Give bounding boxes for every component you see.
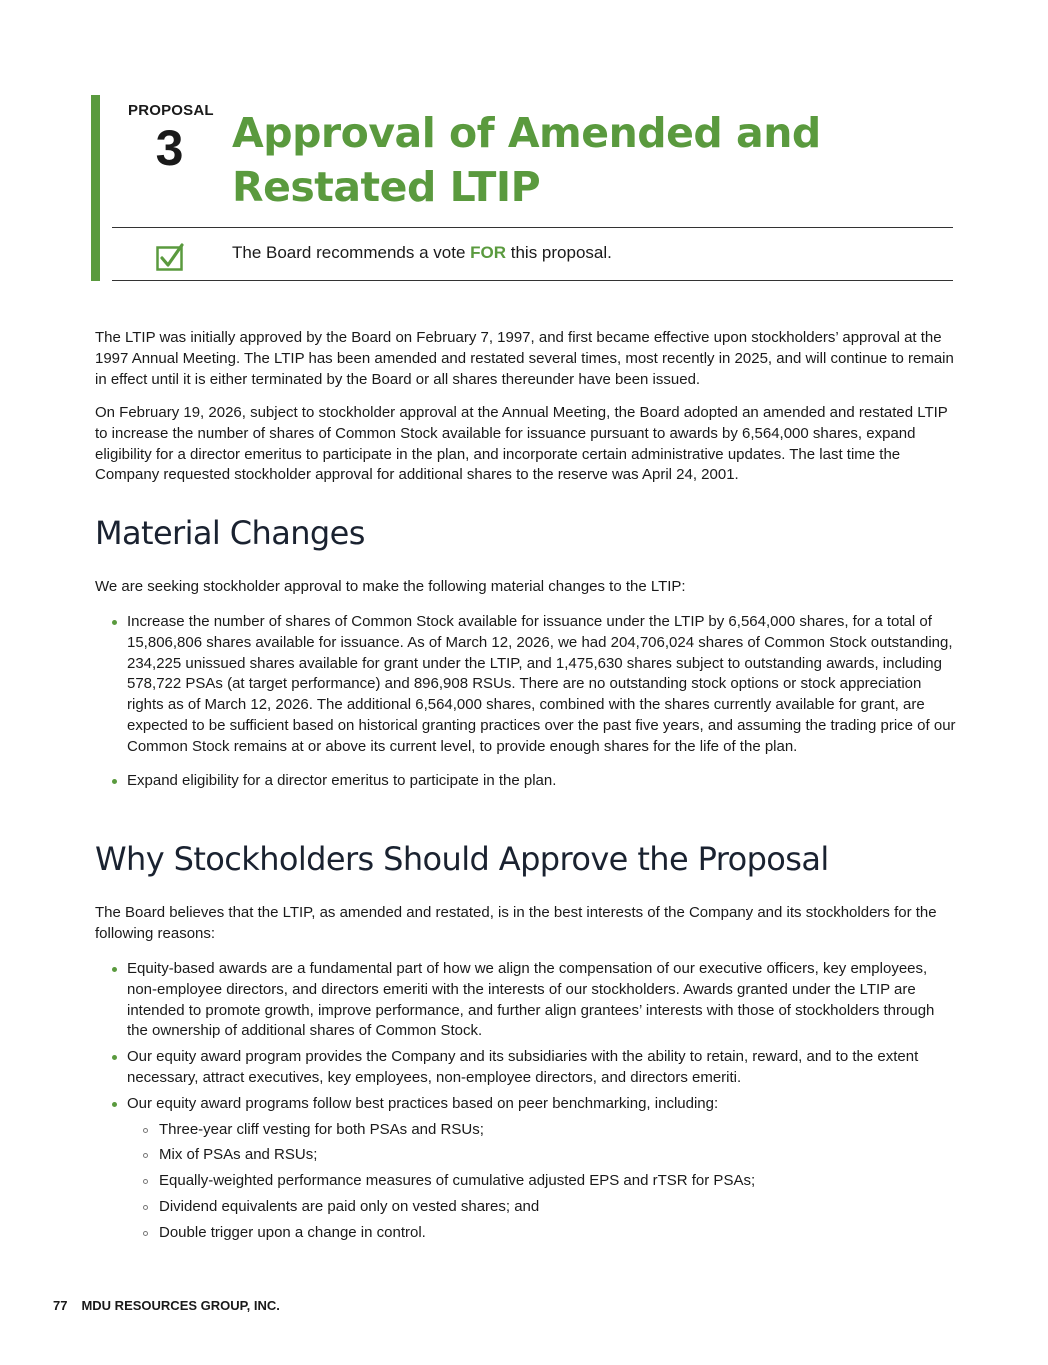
page-title: Approval of Amended and Restated LTIP [232,109,821,211]
why-approve-heading: Why Stockholders Should Approve the Proposal [95,840,829,878]
page-number: 77 [53,1298,68,1313]
list-item: Our equity award program provides the Company and its subsidiaries with the ability to retain, reward, and to the extent necessary, attract executives, key employees, non-employee directors, and directors emeriti. [110,1047,956,1089]
list-item: Equity-based awards are a fundamental part of how we align the compensation of our executive officers, key employees, non-employee directors, and directors emeriti with the interests of our stockholders. Awards granted under the LTIP are intended to promote growth, improve performance, and further align grantees’ interests with those of stockholders through the ownership of additional shares of Common Stock. [110,959,956,1042]
recommend-prefix: The Board recommends a vote [232,243,471,262]
sub-list-item: Double trigger upon a change in control. [127,1223,956,1244]
divider-bottom [112,280,953,281]
material-changes-intro: We are seeking stockholder approval to make the following material changes to the LTIP: [95,578,686,595]
why-approve-intro: The Board believes that the LTIP, as amended and restated, is in the best interests of the Company and its stockholders for the following reasons: [95,904,937,942]
company-name: MDU RESOURCES GROUP, INC. [81,1298,280,1313]
page-footer [53,1298,280,1313]
recommend-for: FOR [470,243,507,262]
intro-paragraph-2: On February 19, 2026, subject to stockholder approval at the Annual Meeting, the Board adopted an amended and restated LTIP to increase the number of shares of Common Stock available for issuance pursuant to awards by 6,564,000 shares, expand eligibility for a director emeritus to participate in the plan, and incorporate certain administrative updates. The last time the Company requested stockholder approval for additional shares to the reserve was April 24, 2001. [95,404,948,484]
proposal-number: 3 [155,120,184,176]
proposal-label: PROPOSAL [128,102,214,119]
recommend-suffix: this proposal. [506,243,612,262]
proposal-accent-bar [91,95,100,281]
sub-list-item: Mix of PSAs and RSUs; [127,1145,956,1166]
sub-list-item: Dividend equivalents are paid only on vested shares; and [127,1197,956,1218]
sub-list-item: Equally-weighted performance measures of cumulative adjusted EPS and rTSR for PSAs; [127,1171,956,1192]
sub-list-item: Three-year cliff vesting for both PSAs and RSUs; [127,1120,956,1141]
divider-top [112,227,953,228]
list-item-text: Our equity award programs follow best practices based on peer benchmarking, including: [127,1094,719,1112]
list-item: Expand eligibility for a director emeritus to participate in the plan. [110,771,956,792]
board-recommendation [232,242,612,264]
list-item: Increase the number of shares of Common Stock available for issuance under the LTIP by 6,564,000 shares, for a total of 15,806,806 shares available for issuance. As of March 12, 2026, we had 204,706,024 shares of Common Stock outstanding, 234,225 unissued shares available for grant under the LTIP, and 1,475,630 shares subject to outstanding awards, including 578,722 PSAs (at target performance) and 896,908 RSUs. There are no outstanding stock options or stock appreciation rights as of March 12, 2026. The additional 6,564,000 shares, combined with the shares currently available for grant, are expected to be sufficient based on historical granting practices over the past five years, and assuming the trading price of our Common Stock remains at or above its current level, to provide enough shares for the life of the plan. [110,612,956,758]
best-practices-sublist [127,1120,956,1244]
material-changes-heading: Material Changes [95,514,365,552]
why-approve-list [110,959,956,1249]
intro-paragraph-1: The LTIP was initially approved by the Board on February 7, 1997, and first became effective upon stockholders’ approval at the 1997 Annual Meeting. The LTIP has been amended and restated several times, most recently in 2025, and will continue to remain in effect until it is either terminated by the Board or all shares thereunder have been issued. [95,329,954,388]
list-item [110,1094,956,1244]
checkbox-checked-icon [156,243,184,271]
material-changes-list [110,612,956,791]
